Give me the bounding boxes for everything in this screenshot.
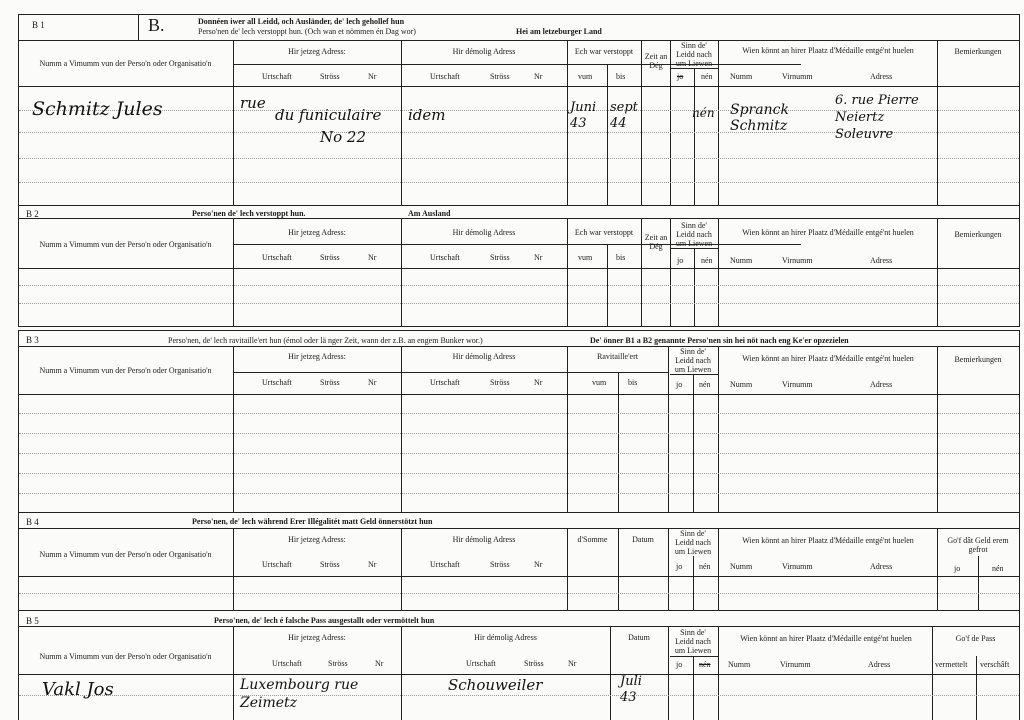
col-header-medal: Wien könnt an hirer Plaatz d'Médaille entgé'nt huelen: [742, 536, 914, 545]
sub-vum: vum: [578, 253, 593, 262]
entry-name: Schmitz Jules: [32, 98, 163, 120]
sub-stross-prev: Ströss: [490, 253, 510, 262]
sub-jo: jo: [677, 256, 684, 265]
col-header-sinn: Sinn de' Leidd nach um Liewen: [675, 221, 713, 248]
section-title: Perso'nen, de' lech ravitaille'ert hun (émol oder lä nger Zeit, wann der z.B. an engem Bunker wor.): [168, 336, 483, 345]
sub-numm: Numm: [730, 380, 753, 389]
sub-nen: nén: [699, 660, 711, 669]
sub-stross-prev: Ströss: [490, 72, 510, 81]
sub-virnumm: Virnumm: [780, 660, 811, 669]
sub-geld-jo: jo: [954, 564, 961, 573]
sub-numm: Numm: [728, 660, 751, 669]
col-header-current-address: Hir jetzeg Adress:: [288, 352, 346, 361]
section-code: B 1: [32, 20, 45, 30]
sub-bis: bis: [616, 72, 626, 81]
sub-nr-prev: Nr: [534, 560, 543, 569]
entry-address-street: du funiculaire: [275, 106, 382, 124]
col-header-previous-address: Hir démolig Adress: [474, 633, 537, 642]
sub-virnumm: Virnumm: [782, 562, 813, 571]
col-header-name: Numm a Vimumm vun der Perso'n oder Organisatio'n: [39, 652, 212, 661]
col-header-sinn: Sinn de' Leidd nach um Liewen: [675, 41, 713, 68]
sub-adress: Adress: [870, 380, 893, 389]
section-code: B 3: [26, 335, 39, 345]
col-header-hidden: Ech war verstoppt: [574, 228, 634, 237]
col-header-current-address: Hir jetzeg Adress:: [288, 228, 346, 237]
entry-previous-address: Schouweiler: [448, 676, 543, 694]
col-header-ravitailleert: Ravitaille'ert: [597, 352, 638, 361]
sub-jo: jo: [676, 562, 683, 571]
col-header-previous-address: Hir démolig Adress: [452, 352, 516, 361]
sub-stross-prev: Ströss: [490, 560, 510, 569]
col-header-datum: Datum: [632, 535, 654, 544]
section-subtitle-right: Hei am letzeburger Land: [516, 27, 602, 36]
col-header-sinn: Sinn de' Leidd nach um Liewen: [674, 529, 712, 556]
sub-jo: jo: [677, 72, 684, 81]
col-header-sinn: Sinn de' Leidd nach um Liewen: [674, 628, 712, 655]
sub-stross-prev: Ströss: [524, 659, 544, 668]
sub-bis: bis: [616, 253, 626, 262]
sub-nen: nén: [701, 256, 713, 265]
col-header-zeit: Zeit an Dég: [644, 233, 668, 251]
col-header-medal: Wien könnt an hirer Plaatz d'Médaille entgé'nt huelen: [740, 634, 912, 643]
col-header-pass: Go'f de Pass: [955, 634, 996, 643]
col-header-previous-address: Hir démolig Adress: [452, 47, 516, 56]
sub-urtschaft-prev: Urtschaft: [430, 378, 460, 387]
sub-urtschaft: Urtschaft: [262, 72, 292, 81]
sub-urtschaft: Urtschaft: [262, 253, 292, 262]
sub-numm: Numm: [730, 256, 753, 265]
entry-name: Vakl Jos: [42, 679, 114, 700]
sub-virnumm: Virnumm: [782, 380, 813, 389]
entry-current-address: Luxembourg rue Zeimetz: [240, 677, 359, 711]
sub-nr: Nr: [368, 253, 377, 262]
col-header-current-address: Hir jetzeg Adress:: [288, 633, 346, 642]
col-header-datum: Datum: [628, 633, 650, 642]
sub-nr-prev: Nr: [534, 253, 543, 262]
section-title: Perso'nen, de' lech é falsche Pass ausgestallt oder vermöttelt hun: [214, 616, 435, 625]
section-title-right: De' önner B1 a B2 genannte Perso'nen sin hei nöt nach eng Ke'er opzezielen: [590, 336, 849, 345]
col-header-remarks: Bemierkungen: [954, 47, 1002, 56]
sub-urtschaft-prev: Urtschaft: [430, 253, 460, 262]
col-header-previous-address: Hir démolig Adress: [452, 535, 516, 544]
entry-medal-name: Spranck Schmitz: [730, 102, 789, 134]
col-header-name: Numm a Vimumm vun der Perso'n oder Organisatio'n: [39, 59, 212, 68]
sub-adress: Adress: [870, 562, 893, 571]
sub-nr: Nr: [368, 378, 377, 387]
sub-jo: jo: [676, 660, 683, 669]
sub-adress: Adress: [870, 72, 893, 81]
section-title: Perso'nen de' lech verstoppt hun.: [192, 209, 306, 218]
col-header-sinn: Sinn de' Leidd nach um Liewen: [674, 347, 712, 374]
col-header-remarks: Bemierkungen: [954, 230, 1002, 239]
sub-virnumm: Virnumm: [782, 256, 813, 265]
sub-verschaft: verschâft: [980, 660, 1010, 669]
sub-urtschaft: Urtschaft: [262, 560, 292, 569]
section-title: Donnéen iwer all Leidd, och Ausländer, de' lech gehollef hun: [198, 17, 405, 26]
col-header-medal: Wien könnt an hirer Plaatz d'Médaille entgé'nt huelen: [742, 354, 914, 363]
sub-bis: bis: [628, 378, 638, 387]
sub-numm: Numm: [730, 72, 753, 81]
sub-urtschaft-prev: Urtschaft: [430, 72, 460, 81]
entry-previous-address: idem: [408, 106, 446, 124]
col-header-remarks: Bemierkungen: [954, 355, 1002, 364]
sub-stross: Ströss: [320, 72, 340, 81]
sub-adress: Adress: [868, 660, 891, 669]
sub-numm: Numm: [730, 562, 753, 571]
sub-nen: nén: [699, 380, 711, 389]
sub-urtschaft: Urtschaft: [262, 378, 292, 387]
col-header-medal: Wien könnt an hirer Plaatz d'Médaille entgé'nt huelen: [742, 228, 914, 237]
sub-nr: Nr: [368, 560, 377, 569]
entry-hidden-from: Juni 43: [570, 100, 597, 131]
sub-nr: Nr: [375, 659, 384, 668]
section-title: Perso'nen, de' lech während Erer Illégalitét matt Geld önnerstötzt hun: [192, 517, 433, 526]
section-code: B 2: [26, 209, 39, 219]
entry-date: Juli 43: [620, 674, 642, 705]
col-header-somme: d'Somme: [577, 535, 608, 544]
sub-stross: Ströss: [320, 378, 340, 387]
entry-alive-no: nén: [692, 106, 715, 120]
sub-vum: vum: [578, 72, 593, 81]
sub-adress: Adress: [870, 256, 893, 265]
sub-nr-prev: Nr: [534, 72, 543, 81]
sub-stross-prev: Ströss: [490, 378, 510, 387]
col-header-previous-address: Hir démolig Adress: [452, 228, 516, 237]
col-header-name: Numm a Vimumm vun der Perso'n oder Organisatio'n: [39, 550, 212, 559]
sub-nen: nén: [701, 72, 713, 81]
sub-geld-nen: nén: [992, 564, 1004, 573]
sub-stross: Ströss: [320, 253, 340, 262]
sub-nr-prev: Nr: [568, 659, 577, 668]
section-title-right: Am Ausland: [408, 209, 451, 218]
col-header-geld: Go'f dât Geld erem gefrot: [947, 536, 1009, 554]
entry-address-rue: rue: [240, 94, 266, 112]
sub-stross: Ströss: [320, 560, 340, 569]
sub-virnumm: Virnumm: [782, 72, 813, 81]
sub-nr-prev: Nr: [534, 378, 543, 387]
sub-nr: Nr: [368, 72, 377, 81]
sub-urtschaft-prev: Urtschaft: [430, 560, 460, 569]
entry-address-number: No 22: [320, 128, 367, 146]
sub-nen: nén: [699, 562, 711, 571]
sub-urtschaft-prev: Urtschaft: [466, 659, 496, 668]
section-subtitle: Perso'nen de' lech verstoppt hun. (Och wan et nömmen én Dag wor): [198, 27, 416, 36]
section-code: B 4: [26, 517, 39, 527]
col-header-name: Numm a Vimumm vun der Perso'n oder Organisatio'n: [39, 240, 212, 249]
entry-hidden-until: sept 44: [610, 100, 638, 131]
col-header-name: Numm a Vimumm vun der Perso'n oder Organisatio'n: [39, 366, 212, 375]
section-letter: B.: [148, 15, 165, 35]
col-header-hidden: Ech war verstoppt: [574, 47, 634, 56]
sub-jo: jo: [676, 380, 683, 389]
entry-medal-address: 6. rue Pierre Neiertz Soleuvre: [835, 93, 919, 142]
sub-vermettelt: vermettelt: [935, 660, 968, 669]
section-code: B 5: [26, 616, 39, 626]
col-header-current-address: Hir jetzeg Adress:: [288, 47, 346, 56]
col-header-zeit: Zeit an Dég: [644, 52, 668, 70]
sub-stross: Ströss: [328, 659, 348, 668]
col-header-medal: Wien könnt an hirer Plaatz d'Médaille entgé'nt huelen: [742, 46, 914, 55]
sub-urtschaft: Urtschaft: [272, 659, 302, 668]
col-header-current-address: Hir jetzeg Adress:: [288, 535, 346, 544]
sub-vum: vum: [592, 378, 607, 387]
